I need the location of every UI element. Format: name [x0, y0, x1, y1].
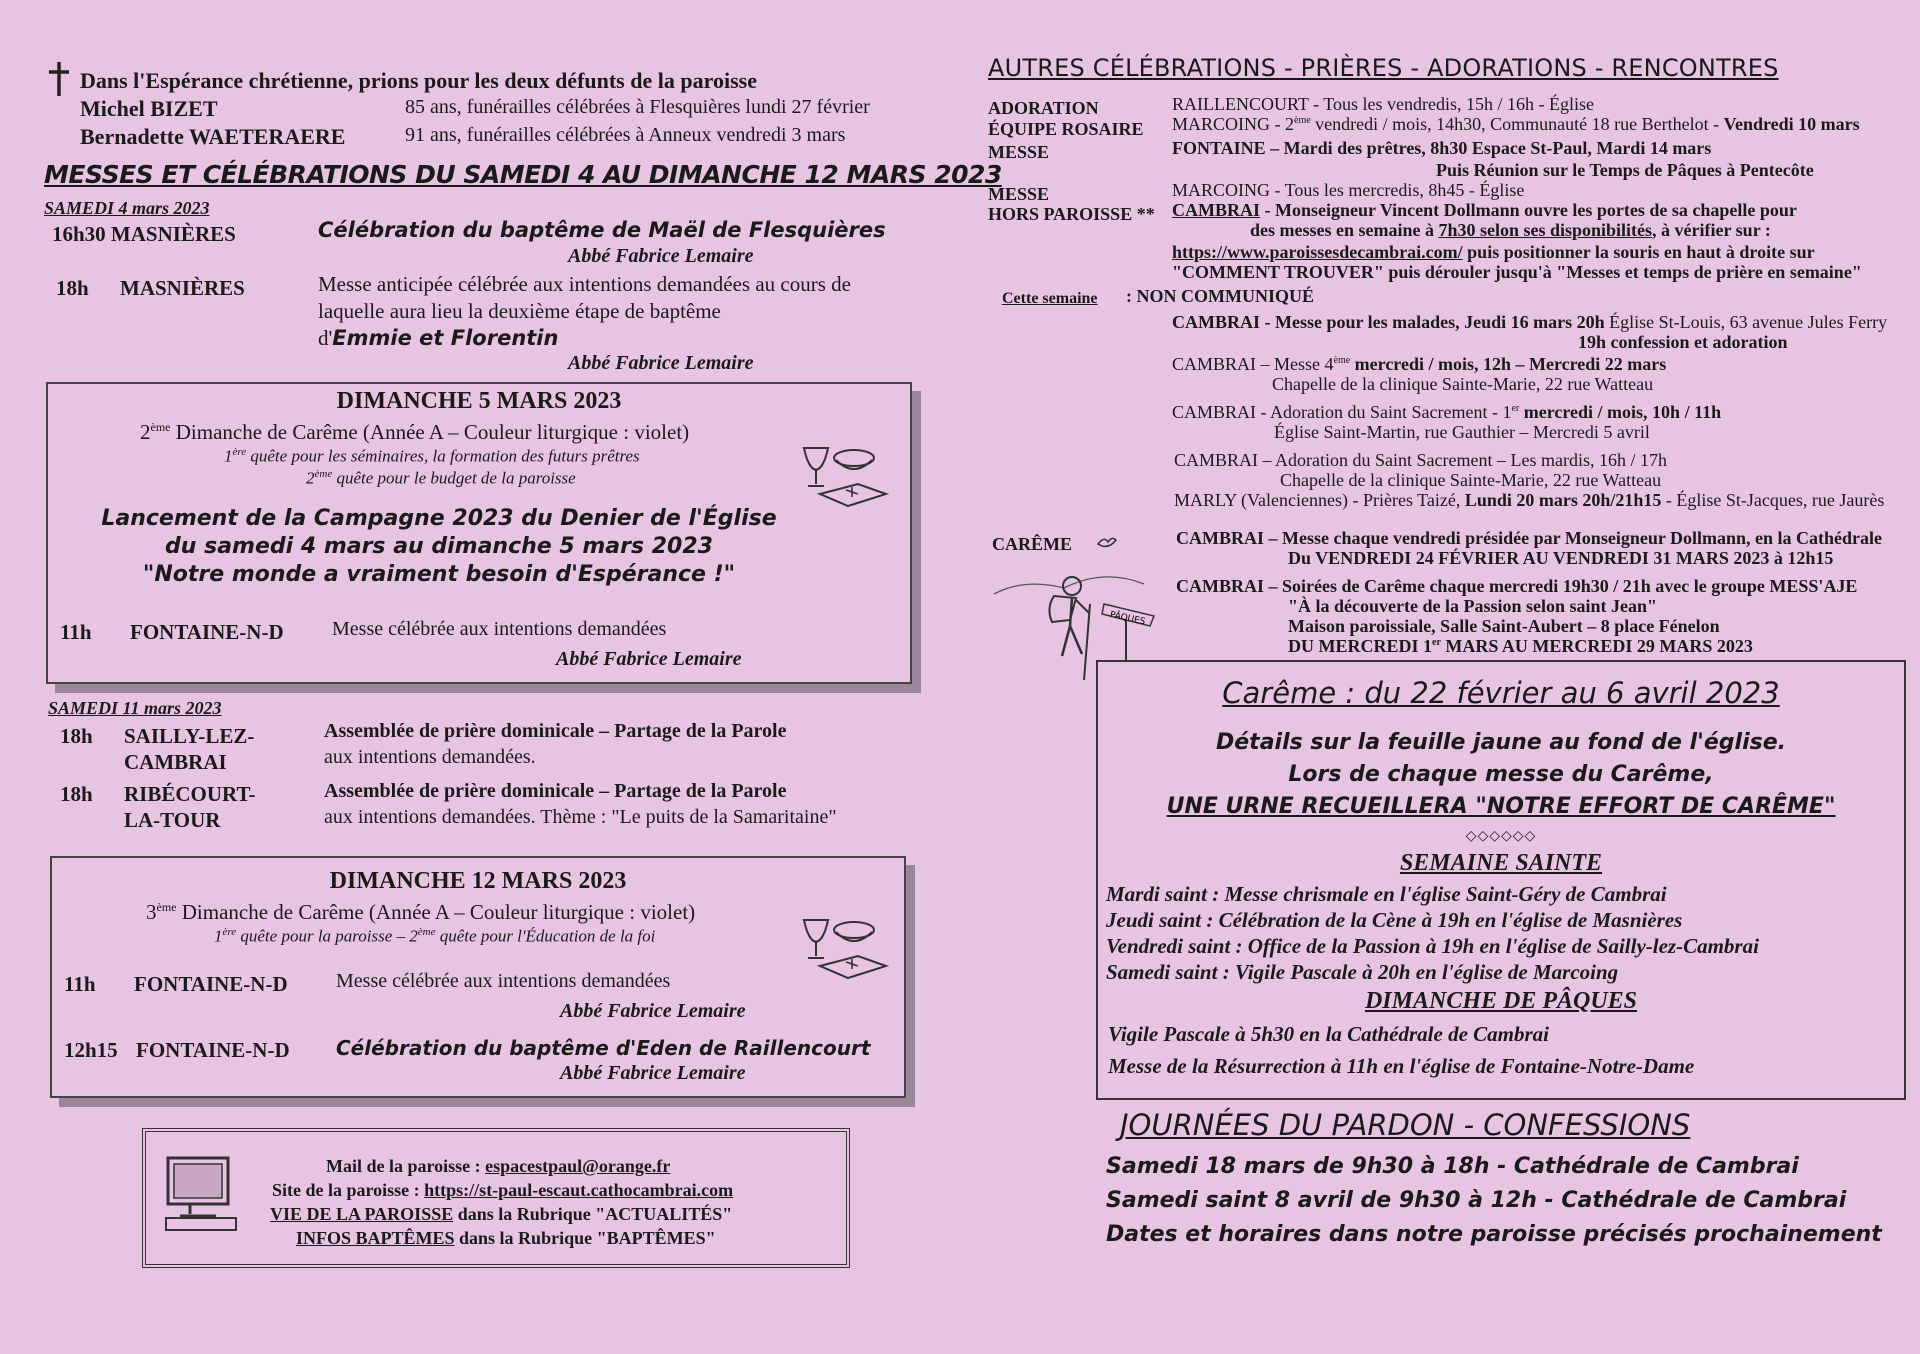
event-place: CAMBRAI — [124, 750, 227, 774]
holy-week-item: Mardi saint : Messe chrismale en l'église Saint-Géry de Cambrai — [1106, 882, 1667, 906]
easter-item: Vigile Pascale à 5h30 en la Cathédrale de Cambrai — [1108, 1022, 1549, 1046]
easter-heading: DIMANCHE DE PÂQUES — [1364, 988, 1638, 1014]
chalice-bible-icon — [800, 440, 890, 510]
lent-line: Lors de chaque messe du Carême, — [1288, 762, 1714, 787]
holy-week-item: Samedi saint : Vigile Pascale à 20h en l'église de Marcoing — [1106, 960, 1619, 984]
row-value: Puis Réunion sur le Temps de Pâques à Pentecôte — [1436, 160, 1814, 180]
deceased-detail: 91 ans, funérailles célébrées à Anneux vendredi 3 mars — [405, 124, 846, 146]
row-label: HORS PAROISSE ** — [988, 204, 1155, 224]
week-item: 19h confession et adoration — [1578, 332, 1788, 352]
site-link[interactable]: https://st-paul-escaut.cathocambrai.com — [424, 1180, 734, 1200]
collection-line — [214, 926, 655, 947]
row-value — [1172, 114, 1860, 135]
week-item: Église Saint-Martin, rue Gauthier – Mercredi 5 avril — [1274, 422, 1650, 442]
text-fragment: dans la Rubrique "BAPTÊMES" — [459, 1228, 716, 1248]
superscript: er — [1432, 637, 1441, 648]
superscript: er — [1511, 403, 1520, 414]
prayer-intro: Dans l'Espérance chrétienne, prions pour les deux défunts de la paroisse — [80, 68, 757, 93]
text-fragment: 2 — [140, 420, 151, 444]
row-value: "COMMENT TROUVER" puis dérouler jusqu'à "Messes et temps de prière en semaine" — [1172, 262, 1862, 282]
deceased-name: Michel BIZET — [80, 96, 218, 121]
week-item: Chapelle de la clinique Sainte-Marie, 22 rue Watteau — [1280, 470, 1662, 490]
careme-item: Du VENDREDI 24 FÉVRIER AU VENDREDI 31 MARS 2023 à 12h15 — [1288, 548, 1834, 568]
main-title: MESSES ET CÉLÉBRATIONS DU SAMEDI 4 AU DIMANCHE 12 MARS 2023 — [44, 160, 1002, 189]
computer-icon — [164, 1154, 240, 1234]
priest-name: Abbé Fabrice Lemaire — [556, 648, 742, 670]
box-subtitle — [140, 420, 689, 445]
text-fragment: MARS AU MERCREDI 29 MARS 2023 — [1445, 636, 1753, 656]
superscript: ère — [222, 926, 237, 938]
text-fragment: dans la Rubrique "ACTUALITÉS" — [457, 1204, 733, 1224]
superscript: ème — [314, 468, 333, 480]
priest-name: Abbé Fabrice Lemaire — [560, 1062, 746, 1084]
chalice-bible-icon — [800, 912, 890, 982]
event-description: Célébration du baptême de Maël de Flesquières — [318, 218, 886, 242]
text-fragment: CAMBRAI - Messe pour les malades, — [1172, 312, 1460, 332]
event-description: aux intentions demandées. — [324, 746, 536, 768]
superscript: ème — [417, 926, 436, 938]
careme-item: CAMBRAI – Soirées de Carême chaque mercredi 19h30 / 21h avec le groupe MESS'AJE — [1176, 576, 1858, 596]
event-description: Messe célébrée aux intentions demandées — [332, 618, 667, 640]
event-description: Messe anticipée célébrée aux intentions demandées au cours de — [318, 272, 851, 296]
text-fragment: d' — [318, 326, 333, 350]
row-value: RAILLENCOURT - Tous les vendredis, 15h / 16h - Église — [1172, 94, 1594, 114]
event-description: Célébration du baptême d'Eden de Raillencourt — [336, 1036, 871, 1060]
event-time: 11h — [64, 972, 96, 996]
mail-line — [326, 1156, 670, 1177]
event-place: SAILLY-LEZ- — [124, 724, 255, 748]
text-fragment: vendredi / mois, 14h30, Communauté 18 rue Berthelot - — [1315, 114, 1720, 134]
sunday-5-box — [46, 382, 912, 684]
text-fragment: Dimanche de Carême (Année A – Couleur liturgique : violet) — [175, 420, 690, 444]
text-fragment: 1 — [224, 446, 233, 466]
date-heading: SAMEDI 4 mars 2023 — [44, 198, 210, 218]
text-fragment: DU MERCREDI 1 — [1288, 636, 1432, 656]
event-place: FONTAINE-N-D — [136, 1038, 290, 1062]
holy-week-heading: SEMAINE SAINTE — [1399, 850, 1603, 876]
row-value: MARCOING - Tous les mercredis, 8h45 - Église — [1172, 180, 1525, 200]
text-fragment: - Monseigneur Vincent Dollmann ouvre les portes de sa chapelle pour — [1264, 200, 1797, 220]
event-description: Assemblée de prière dominicale – Partage de la Parole — [324, 720, 787, 742]
text-fragment: Lundi 20 mars 20h/21h15 — [1464, 490, 1662, 510]
baptism-link[interactable]: INFOS BAPTÊMES — [296, 1228, 455, 1248]
row-label: MESSE — [988, 142, 1050, 162]
event-description: laquelle aura lieu la deuxième étape de baptême — [318, 299, 721, 323]
event-description: Messe célébrée aux intentions demandées — [336, 970, 671, 992]
careme-item: "À la découverte de la Passion selon saint Jean" — [1288, 596, 1657, 616]
lent-box — [1096, 660, 1906, 1100]
site-line — [272, 1180, 733, 1201]
right-title: AUTRES CÉLÉBRATIONS - PRIÈRES - ADORATIONS - RENCONTRES — [988, 54, 1779, 82]
event-place: LA-TOUR — [124, 808, 221, 832]
text-fragment: MARLY (Valenciennes) - Prières Taizé, — [1174, 490, 1461, 510]
text-fragment: quête pour la paroisse – 2 — [240, 926, 418, 946]
text-fragment: - Église St-Jacques, rue Jaurès — [1665, 490, 1885, 510]
text-fragment: 2 — [306, 468, 315, 488]
pardon-line: Samedi 18 mars de 9h30 à 18h - Cathédrale de Cambrai — [1106, 1154, 1799, 1179]
text-fragment: Vendredi 10 mars — [1723, 114, 1860, 134]
ornament-divider: ◇◇◇◇◇◇ — [1465, 829, 1537, 844]
text-fragment: quête pour le budget de la paroisse — [336, 468, 576, 488]
superscript: ème — [1294, 115, 1311, 126]
news-link[interactable]: VIE DE LA PAROISSE — [270, 1204, 454, 1224]
event-time: 18h — [60, 782, 93, 806]
week-label: Cette semaine — [1002, 290, 1098, 307]
event-description — [318, 326, 558, 351]
week-item — [1172, 402, 1721, 423]
text-fragment: quête pour les séminaires, la formation des futurs prêtres — [250, 446, 640, 466]
pardon-title: JOURNÉES DU PARDON - CONFESSIONS — [1120, 1108, 1691, 1142]
week-item: Chapelle de la clinique Sainte-Marie, 22 rue Watteau — [1272, 374, 1654, 394]
row-value: FONTAINE – Mardi des prêtres, 8h30 Espace St-Paul, Mardi 14 mars — [1172, 138, 1712, 158]
row-label: ÉQUIPE ROSAIRE — [988, 119, 1144, 139]
text-fragment: 1 — [214, 926, 223, 946]
week-value: : NON COMMUNIQUÉ — [1126, 286, 1314, 306]
date-heading: SAMEDI 11 mars 2023 — [48, 698, 222, 718]
sign-text: PÂQUES — [1108, 610, 1147, 628]
mail-link[interactable]: espacestpaul@orange.fr — [485, 1156, 671, 1176]
news-line — [270, 1204, 732, 1225]
row-label: MESSE — [988, 184, 1050, 204]
lent-line: UNE URNE RECUEILLERA "NOTRE EFFORT DE CARÊME" — [1166, 794, 1836, 819]
easter-item: Messe de la Résurrection à 11h en l'église de Fontaine-Notre-Dame — [1108, 1054, 1695, 1078]
event-time: 18h — [56, 276, 89, 300]
careme-item: CAMBRAI – Messe chaque vendredi présidée par Monseigneur Dollmann, en la Cathédrale — [1176, 528, 1882, 548]
text-fragment: mercredi / mois, 10h / 11h — [1523, 402, 1722, 422]
week-item — [1172, 354, 1666, 375]
text-fragment: 3 — [146, 900, 157, 924]
event-description: aux intentions demandées. Thème : "Le puits de la Samaritaine" — [324, 806, 837, 828]
week-item: CAMBRAI – Adoration du Saint Sacrement – Les mardis, 16h / 17h — [1174, 450, 1667, 470]
week-item — [1174, 490, 1884, 511]
text-fragment: Dimanche de Carême (Année A – Couleur liturgique : violet) — [181, 900, 696, 924]
priest-name: Abbé Fabrice Lemaire — [568, 352, 754, 374]
row-value — [1172, 200, 1797, 221]
text-fragment: CAMBRAI — [1172, 200, 1260, 220]
text-fragment: quête pour l'Éducation de la foi — [439, 926, 656, 946]
cross-icon — [46, 60, 72, 98]
box-title: DIMANCHE 5 MARS 2023 — [336, 388, 622, 414]
site-label: Site de la paroisse : — [272, 1180, 420, 1200]
collection-line — [224, 446, 640, 467]
superscript: ère — [232, 446, 247, 458]
lent-title: Carême : du 22 février au 6 avril 2023 — [1222, 676, 1780, 710]
holy-week-item: Jeudi saint : Célébration de la Cène à 19h en l'église de Masnières — [1106, 908, 1683, 932]
campaign-line: "Notre monde a vraiment besoin d'Espérance !" — [142, 562, 736, 587]
text-fragment: Église St-Louis, 63 avenue Jules Ferry — [1609, 312, 1888, 332]
text-fragment: , à vérifier sur : — [1652, 220, 1771, 240]
mail-label: Mail de la paroisse : — [326, 1156, 481, 1176]
event-time: 11h — [60, 620, 92, 644]
event-time: 12h15 — [64, 1038, 118, 1062]
campaign-line: du samedi 4 mars au dimanche 5 mars 2023 — [165, 534, 713, 559]
text-fragment: puis positionner la souris en haut à droite sur — [1467, 242, 1815, 262]
row-value — [1250, 220, 1771, 241]
pardon-line: Dates et horaires dans notre paroisse précisés prochainement — [1106, 1222, 1882, 1247]
superscript: ème — [150, 420, 171, 434]
careme-label: CARÊME — [992, 534, 1072, 554]
contact-box — [142, 1128, 850, 1268]
text-fragment: CAMBRAI – Messe 4 — [1172, 354, 1334, 374]
diocese-link[interactable]: https://www.paroissesdecambrai.com/ — [1172, 242, 1463, 262]
week-item — [1172, 312, 1887, 333]
superscript: ème — [156, 900, 177, 914]
baptism-line — [296, 1228, 716, 1249]
row-value — [1172, 242, 1815, 263]
text-fragment: mercredi / mois, 12h – Mercredi 22 mars — [1354, 354, 1667, 374]
campaign-line: Lancement de la Campagne 2023 du Denier de l'Église — [101, 506, 777, 531]
text-fragment: CAMBRAI - Adoration du Saint Sacrement - 1 — [1172, 402, 1512, 422]
text-fragment: Jeudi 16 mars 20h — [1464, 312, 1605, 332]
pardon-line: Samedi saint 8 avril de 9h30 à 12h - Cathédrale de Cambrai — [1106, 1188, 1847, 1213]
sunday-12-box — [50, 856, 906, 1098]
box-subtitle — [146, 900, 695, 925]
dove-icon — [1096, 534, 1118, 550]
collection-line — [306, 468, 576, 489]
event-time-place: 16h30 MASNIÈRES — [52, 222, 236, 246]
careme-item — [1288, 636, 1753, 657]
event-place: MASNIÈRES — [120, 276, 245, 300]
baptism-names: Emmie et Florentin — [332, 326, 559, 350]
priest-name: Abbé Fabrice Lemaire — [568, 245, 754, 267]
lent-line: Détails sur la feuille jaune au fond de l'église. — [1216, 730, 1786, 755]
careme-item: Maison paroissiale, Salle Saint-Aubert – 8 place Fénelon — [1288, 616, 1720, 636]
text-fragment: 7h30 selon ses disponibilités — [1438, 220, 1653, 240]
row-label: ADORATION — [988, 98, 1099, 118]
event-time: 18h — [60, 724, 93, 748]
priest-name: Abbé Fabrice Lemaire — [560, 1000, 746, 1022]
deceased-detail: 85 ans, funérailles célébrées à Flesquières lundi 27 février — [405, 96, 870, 118]
event-place: RIBÉCOURT- — [124, 782, 256, 806]
event-place: FONTAINE-N-D — [134, 972, 288, 996]
event-place: FONTAINE-N-D — [130, 620, 284, 644]
holy-week-item: Vendredi saint : Office de la Passion à 19h en l'église de Sailly-lez-Cambrai — [1106, 934, 1759, 958]
box-title: DIMANCHE 12 MARS 2023 — [329, 868, 627, 894]
deceased-name: Bernadette WAETERAERE — [80, 124, 346, 149]
superscript: ème — [1333, 355, 1351, 366]
text-fragment: des messes en semaine à — [1250, 220, 1434, 240]
event-description: Assemblée de prière dominicale – Partage de la Parole — [324, 780, 787, 802]
text-fragment: MARCOING - 2 — [1172, 114, 1295, 134]
